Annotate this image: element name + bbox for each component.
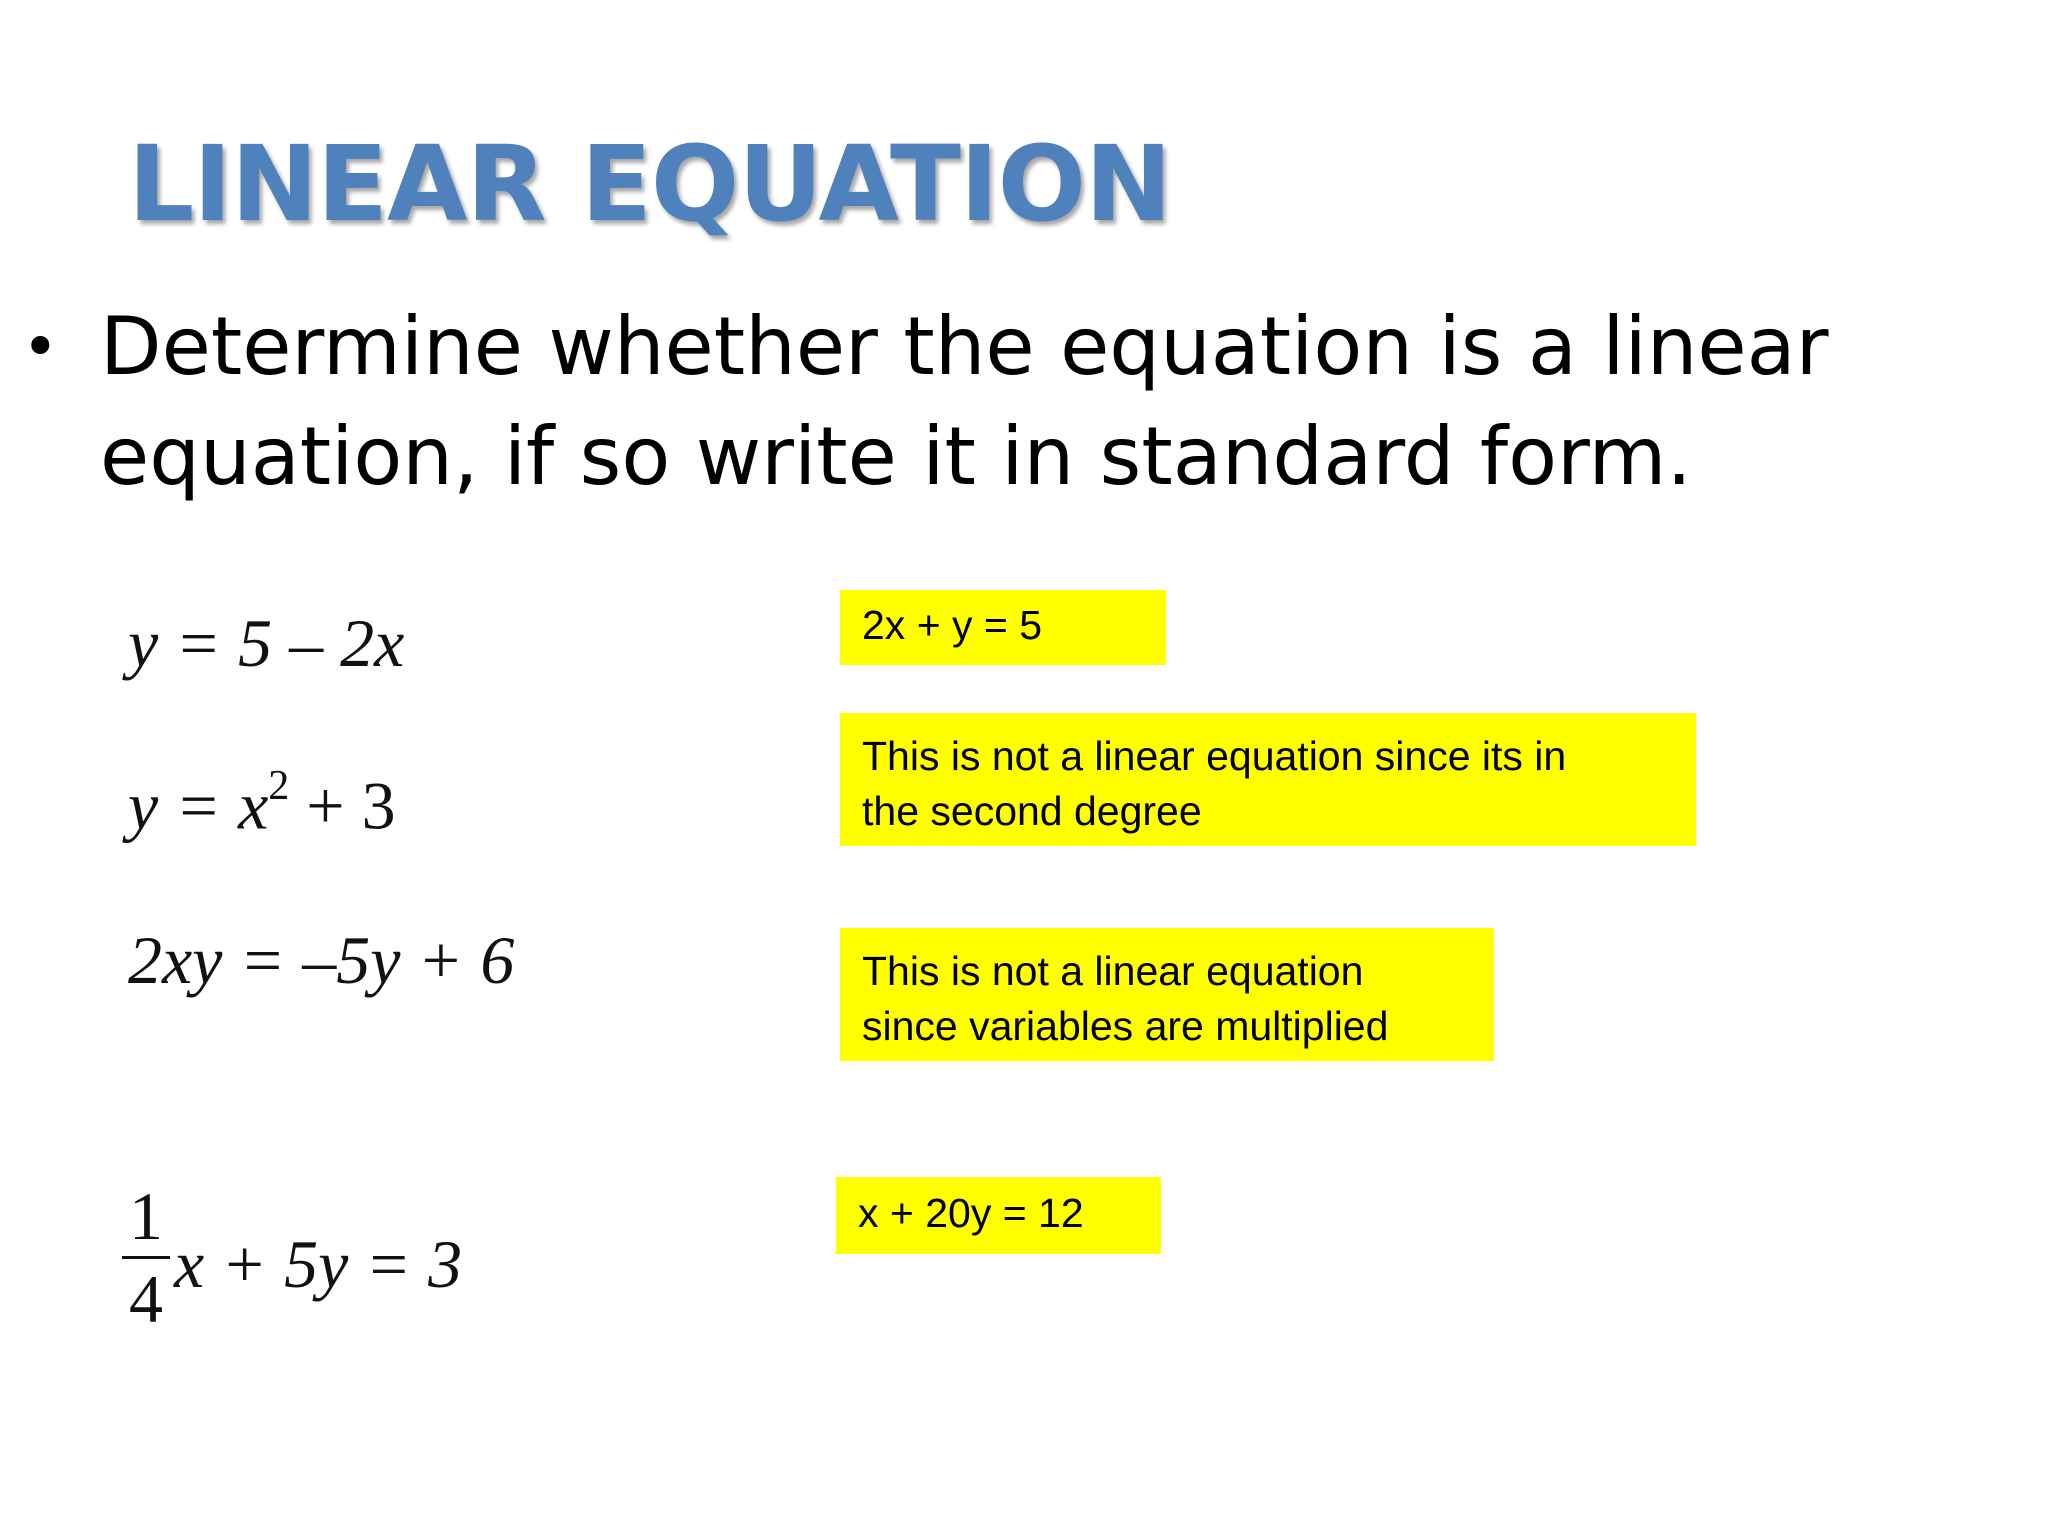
answer-box-2-line-2: the second degree [862, 788, 1202, 834]
answer-box-2-line-1: This is not a linear equation since its in [862, 733, 1567, 779]
equation-2-tail: + 3 [289, 767, 396, 844]
answer-box-2 [840, 713, 1696, 846]
equation-4-fraction [122, 1178, 170, 1337]
equation-4 [122, 1178, 463, 1337]
equation-3-text: 2xy = –5y + 6 [128, 922, 515, 998]
instruction-line-2: equation, if so write it in standard form. [100, 410, 1692, 503]
answer-box-1 [840, 590, 1166, 665]
answer-box-1-line-1: 2x + y = 5 [862, 602, 1043, 648]
fraction-bar [122, 1256, 170, 1259]
instruction-bullet [22, 292, 1922, 512]
answer-box-3-line-2: since variables are multiplied [862, 1003, 1389, 1049]
equation-2-exponent: 2 [268, 763, 290, 809]
instruction-text [100, 292, 1860, 512]
slide-title: LINEAR EQUATION [128, 123, 1172, 245]
equation-1 [128, 605, 405, 681]
equation-2 [128, 763, 396, 844]
equation-2-base: y = x [128, 767, 269, 844]
bullet-icon: • [22, 310, 59, 383]
answer-box-4 [836, 1177, 1161, 1254]
equation-4-rest: x + 5y = 3 [174, 1225, 463, 1302]
answer-box-3 [840, 928, 1494, 1061]
instruction-line-1: Determine whether the equation is a linear [100, 300, 1829, 393]
equation-3 [128, 922, 515, 998]
answer-box-4-line-1: x + 20y = 12 [858, 1190, 1084, 1236]
equation-1-text: y = 5 – 2x [128, 605, 405, 681]
answer-box-3-line-1: This is not a linear equation [862, 948, 1364, 994]
fraction-denominator: 4 [129, 1261, 163, 1337]
fraction-numerator: 1 [129, 1178, 163, 1254]
